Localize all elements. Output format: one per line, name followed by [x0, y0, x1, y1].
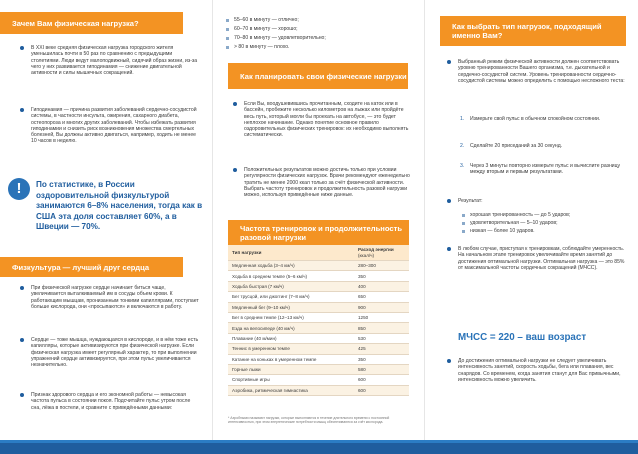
col-header-type: Тип нагрузки — [232, 250, 262, 255]
cell-energy: 650 — [358, 294, 366, 300]
square-bullet-icon — [226, 46, 229, 49]
paragraph-3: При физической нагрузке сердце начинает биться чаще, увеличивается выталкиваемый им в сосуды объем крови. К работающим мышцам, пронизанным тонкими капиллярами, поступает больше кислорода, они «просыпаются» и включаются в работу. — [31, 285, 201, 310]
cell-energy: 600 — [358, 387, 366, 393]
bullet-icon — [20, 46, 24, 50]
table-row — [228, 355, 409, 365]
cell-activity: Медленный бег (9–10 км/ч) — [232, 304, 290, 310]
exclamation-icon: ! — [8, 178, 30, 200]
cell-energy: 600 — [358, 377, 366, 383]
cell-activity: Теннис в умеренном темпе — [232, 346, 290, 352]
bullet-icon — [20, 108, 24, 112]
cell-energy: 425 — [358, 346, 366, 352]
table-row — [228, 334, 409, 344]
column-divider — [424, 0, 425, 440]
square-bullet-icon — [462, 214, 465, 217]
test-step-1: 1. Измерьте свой пульс в обычном спокойном состоянии. — [460, 116, 601, 122]
square-bullet-icon — [462, 230, 465, 233]
bullet-icon — [20, 286, 24, 290]
cell-energy: 530 — [358, 335, 366, 341]
square-bullet-icon — [462, 222, 465, 225]
cell-energy: 580 — [358, 367, 366, 373]
table-row — [228, 375, 409, 385]
bullet-icon — [20, 338, 24, 342]
bullet-icon — [20, 393, 24, 397]
table-row — [228, 313, 409, 323]
cell-activity: Медленная ходьба (3–4 км/ч) — [232, 263, 295, 269]
cell-energy: 900 — [358, 304, 366, 310]
bullet-icon — [233, 168, 237, 172]
table-row — [228, 261, 409, 271]
table-head — [228, 245, 409, 261]
cell-energy: 400 — [358, 283, 366, 289]
result-item: удовлетворительная — 5–10 ударов; — [470, 220, 622, 226]
section-header-choose: Как выбрать тип нагрузок, подходящий именно Вам? — [440, 16, 626, 46]
cell-activity: Ходьба в среднем темпе (5–6 км/ч) — [232, 273, 308, 279]
cell-activity: Катание на коньках в умеренном темпе — [232, 356, 317, 362]
energy-table — [228, 245, 409, 396]
cell-activity: Бег в среднем темпе (12–13 км/ч) — [232, 315, 304, 321]
table-row — [228, 303, 409, 313]
square-bullet-icon — [226, 19, 229, 22]
bullet-icon — [447, 199, 451, 203]
table-row — [228, 323, 409, 333]
paragraph-6: Если Вы, воодушевившись прочитанным, сходите на каток или в бассейн, пробежите несколько километров на лыжах или пройдёте весь путь, который могли бы проехать на автобусе, — это будет неплохое начинание. Однако понятие основное правило оздоровительных физических тренировок: их необходимо выполнять систематически. — [244, 101, 410, 139]
result-item: низкая — более 10 ударов. — [470, 228, 622, 234]
cell-activity: Аэробика, ритмическая гимнастика — [232, 387, 308, 393]
cell-energy: 350 — [358, 356, 366, 362]
paragraph-7: Положительных результатов можно достичь только при условии регулярности физических нагрузок. Врачи рекомендуют еженедельно тратить не менее 2000 ккал только за счёт физической активности. Выбрать частоту тренировок и продолжительность разовой нагрузки можно, используя приведённые ниже данные. — [244, 167, 410, 198]
section-header-plan: Как планировать свои физические нагрузки — [228, 63, 408, 89]
section-header-why: Зачем Вам физическая нагрузка? — [0, 12, 183, 34]
paragraph-4: Сердце — тоже мышца, нуждающаяся в кислороде, и в нём тоже есть капилляры, которые активизируются при физической нагрузке. Если физическая нагрузка имеет регулярный характер, то при выполнении упражнений сердце активизируется, при этом пульс увеличивается незначительно. — [31, 337, 201, 368]
bottom-bar — [0, 440, 638, 454]
test-step-3: 3. Через 3 минуты повторно измерьте пульс и вычислите разницу между вторым и первым результатами. — [460, 163, 621, 176]
statistics-callout: По статистике, в России оздоровительной физкультурой занимаются 6–8% населения, тогда как в США эта доля составляет 60%, а в Швеции — 70%. — [36, 180, 203, 231]
square-bullet-icon — [226, 28, 229, 31]
paragraph-10: До достижения оптимальной нагрузки не следует увеличивать интенсивность занятий, скорость ходьбы, бега или плавания, вес снарядов. Со временем, когда занятия станут для Вас привычными, интенсивность можно увеличить. — [458, 358, 628, 383]
result-label: Результат: — [458, 198, 628, 204]
table-footnote: * Аэробными называют нагрузки, которые выполняются в течение длительного времени с постоянной интенсивностью, при этом энергетические потребности мышц обеспечиваются за счёт кислорода. — [228, 416, 390, 424]
cell-activity: Ходьба быстрая (7 км/ч) — [232, 283, 284, 289]
cell-energy: 280–300 — [358, 263, 376, 269]
pulse-item: 70–80 в минуту — удовлетворительно; — [234, 35, 404, 41]
col-header-energy: Расход энергии (ккал/ч) — [358, 247, 394, 258]
pulse-item: 60–70 в минуту — хорошо; — [234, 26, 404, 32]
paragraph-9: В любом случае, приступая к тренировкам, соблюдайте умеренность. На начальном этапе тренировок увеличивайте время занятий до достижения оптимальной нагрузки. Оптимальная нагрузка — это 85% от максимальной частоты сердечных сокращений (МЧСС). — [458, 246, 628, 271]
paragraph-1: В XXI веке средняя физическая нагрузка городского жителя уменьшилась почти в 50 раз по сравнению с предыдущими столетиями. Люди ведут малоподвижный, сидячий образ жизни, из-за чего у них развивается гиподинамия — снижение двигательной активности и силы мышечных сокращений. — [31, 45, 201, 76]
cell-activity: Бег трусцой, или джоггинг (7–8 км/ч) — [232, 294, 310, 300]
square-bullet-icon — [226, 37, 229, 40]
table-row — [228, 271, 409, 281]
cell-energy: 1250 — [358, 315, 369, 321]
bullet-icon — [233, 102, 237, 106]
paragraph-8: Выбранный режим физической активности должен соответствовать уровню тренированности Вашего организма, т.е. дыхательной и сердечно-сосудистой систем. Уровень тренированности сердечно-сосудистой системы можно определить с помощью несложного теста: — [458, 59, 628, 84]
pulse-item: > 80 в минуту — плохо. — [234, 44, 404, 50]
table-row — [228, 292, 409, 302]
table-header-banner: Частота тренировок и продолжительность разовой нагрузки — [228, 220, 409, 245]
table-row — [228, 365, 409, 375]
test-step-2: 2. Сделайте 20 приседаний за 30 секунд. — [460, 143, 563, 149]
bullet-icon — [447, 247, 451, 251]
bullet-icon — [447, 60, 451, 64]
cell-energy: 850 — [358, 325, 366, 331]
table-row — [228, 386, 409, 396]
table-body — [228, 261, 409, 396]
bullet-icon — [447, 359, 451, 363]
cell-energy: 350 — [358, 273, 366, 279]
table-row — [228, 282, 409, 292]
column-1 — [0, 0, 212, 440]
section-header-heart: Физкультура — лучший друг сердца — [0, 257, 183, 277]
result-item: хорошая тренированность — до 5 ударов; — [470, 212, 622, 218]
cell-activity: Плавание (40 м/мин) — [232, 335, 277, 341]
table-row — [228, 344, 409, 354]
column-divider — [212, 0, 213, 440]
pulse-item: 55–60 в минуту — отлично; — [234, 17, 404, 23]
cell-activity: Горные лыжи — [232, 367, 261, 373]
mhss-formula: МЧСС = 220 – ваш возраст — [458, 332, 587, 343]
cell-activity: Езда на велосипеде (40 км/ч) — [232, 325, 295, 331]
paragraph-5: Признак здорового сердца и его экономной работы — невысокая частота пульса в состоянии покоя. Подсчитайте пульс утром после сна, лёжа в постели, и сравните с приведёнными данными: — [31, 392, 201, 411]
paragraph-2: Гиподинамия — причина развития заболеваний сердечно-сосудистой системы, в частности инсульта, ожирения, сахарного диабета, остеопороза и многих других заболеваний. Чтобы избежать развития гиподинамии и снизить риск возникновения множества смертельных болезней, Вы должны активно двигаться, например, ходить не менее 10 часов в неделю. — [31, 107, 201, 145]
cell-activity: Спортивные игры — [232, 377, 270, 383]
